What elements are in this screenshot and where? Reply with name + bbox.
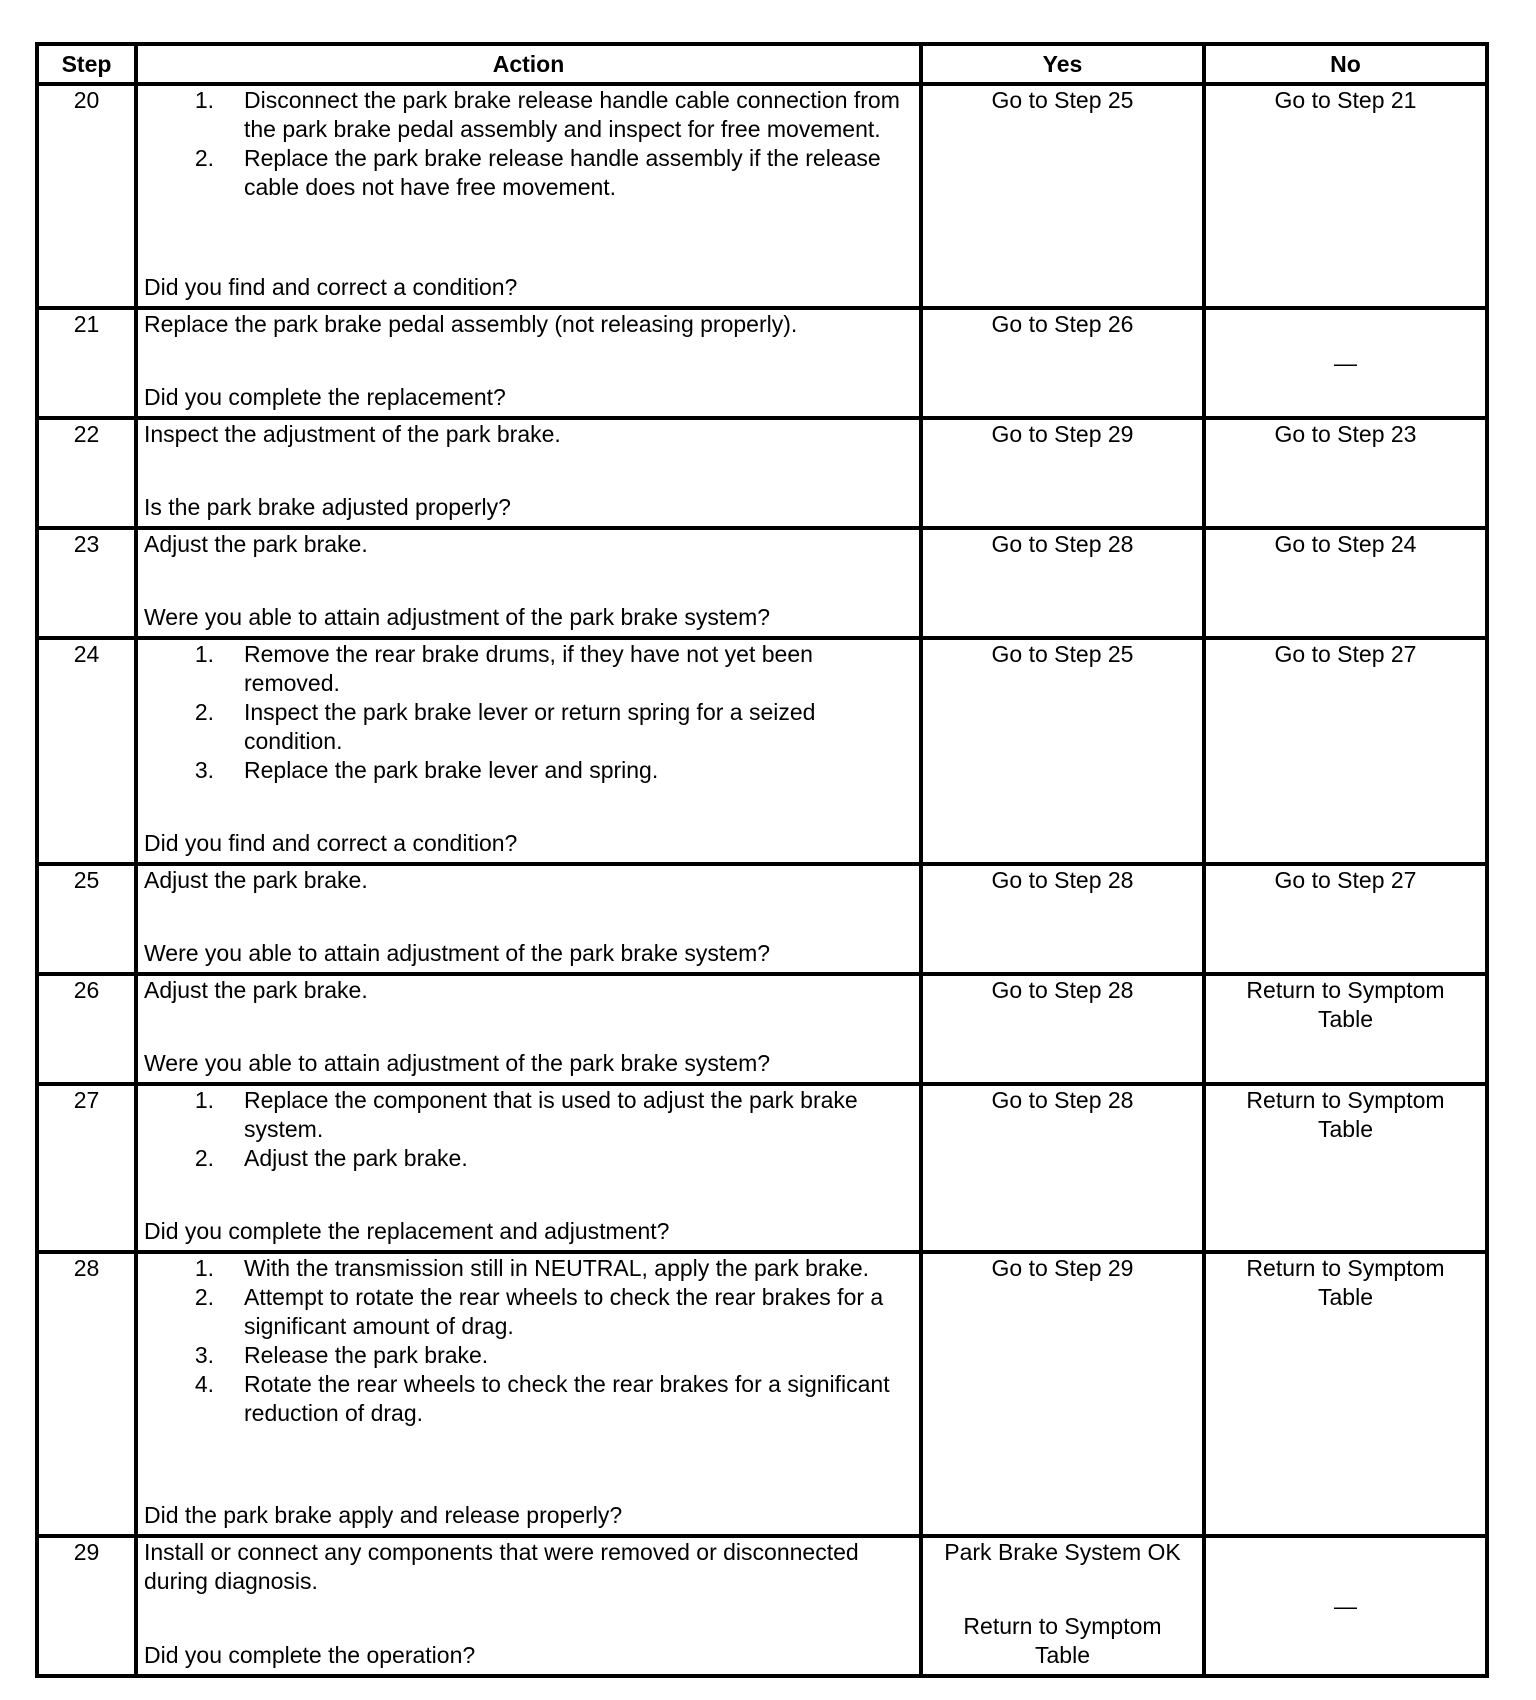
header-row xyxy=(37,44,1487,84)
no-action-text: — xyxy=(1334,349,1357,376)
list-item xyxy=(144,1086,913,1144)
action-cell xyxy=(136,974,921,1084)
step-number: 24 xyxy=(37,638,136,864)
action-question: Were you able to attain adjustment of the park brake system? xyxy=(144,1050,771,1076)
yes-action-text: Go to Step 26 xyxy=(991,311,1134,337)
list-item xyxy=(144,1283,913,1341)
action-text: Inspect the adjustment of the park brake. xyxy=(144,421,561,447)
yes-action-text: Go to Step 25 xyxy=(991,87,1134,113)
no-action-text: Go to Step 21 xyxy=(1274,87,1417,113)
table-row xyxy=(37,864,1487,974)
list-item xyxy=(144,1254,913,1283)
list-item-text: Replace the component that is used to adjust the park brake system. xyxy=(244,1087,858,1142)
action-text: Adjust the park brake. xyxy=(144,531,368,557)
table-row xyxy=(37,84,1487,308)
yes-cell xyxy=(921,864,1204,974)
list-item xyxy=(144,756,913,785)
action-question: Were you able to attain adjustment of the park brake system? xyxy=(144,940,771,966)
list-item-text: Remove the rear brake drums, if they have not yet been removed. xyxy=(244,641,813,696)
yes-action-text: Go to Step 28 xyxy=(991,977,1134,1003)
no-cell xyxy=(1204,638,1487,864)
list-item xyxy=(144,1370,913,1428)
yes-cell xyxy=(921,308,1204,418)
step-number: 26 xyxy=(37,974,136,1084)
action-text: Adjust the park brake. xyxy=(144,977,368,1003)
action-question: Were you able to attain adjustment of the park brake system? xyxy=(144,604,771,630)
no-action-text: Go to Step 27 xyxy=(1274,641,1417,667)
list-item-number: 2. xyxy=(194,1145,214,1171)
action-question: Did you complete the operation? xyxy=(144,1642,476,1668)
no-action-text: Go to Step 24 xyxy=(1274,531,1417,557)
no-action-text: Return to Symptom Table xyxy=(1246,1087,1445,1142)
action-question: Did you find and correct a condition? xyxy=(144,830,518,856)
no-action-text: Return to Symptom Table xyxy=(1246,977,1445,1032)
table-row xyxy=(37,638,1487,864)
step-number: 27 xyxy=(37,1084,136,1252)
yes-cell xyxy=(921,1084,1204,1252)
list-item-text: Disconnect the park brake release handle cable connection from the park brake pedal assembly and inspect for free movement. xyxy=(244,87,900,142)
step-header: Step xyxy=(37,44,136,84)
table-row xyxy=(37,308,1487,418)
yes-action-text: Go to Step 28 xyxy=(991,867,1134,893)
table-row xyxy=(37,1252,1487,1536)
list-item-text: Release the park brake. xyxy=(244,1342,489,1368)
list-item-number: 2. xyxy=(194,699,214,725)
action-text: Install or connect any components that were removed or disconnected during diagnosis. xyxy=(144,1539,859,1594)
list-item xyxy=(144,1341,913,1370)
table-row xyxy=(37,1084,1487,1252)
step-number: 28 xyxy=(37,1252,136,1536)
yes-action-text: Go to Step 29 xyxy=(991,1255,1134,1281)
step-number: 29 xyxy=(37,1536,136,1676)
no-cell xyxy=(1204,84,1487,308)
action-cell xyxy=(136,84,921,308)
list-item-number: 1. xyxy=(194,87,214,113)
list-item-number: 1. xyxy=(194,1087,214,1113)
step-number: 20 xyxy=(37,84,136,308)
step-number: 23 xyxy=(37,528,136,638)
action-header: Action xyxy=(136,44,921,84)
action-question: Did you complete the replacement? xyxy=(144,384,506,410)
yes-action-text: Go to Step 28 xyxy=(991,531,1134,557)
table-row xyxy=(37,1536,1487,1676)
action-cell xyxy=(136,864,921,974)
yes-action-text: Return to Symptom Table xyxy=(963,1613,1162,1668)
action-steps-list xyxy=(144,1086,913,1173)
list-item-text: Replace the park brake lever and spring. xyxy=(244,757,659,783)
action-question: Did you complete the replacement and adjustment? xyxy=(144,1218,670,1244)
list-item-number: 3. xyxy=(194,757,214,783)
yes-result-text: Park Brake System OK xyxy=(944,1539,1181,1565)
action-text: Adjust the park brake. xyxy=(144,867,368,893)
no-cell xyxy=(1204,418,1487,528)
list-item-number: 1. xyxy=(194,641,214,667)
step-number: 25 xyxy=(37,864,136,974)
list-item xyxy=(144,86,913,144)
action-steps-list xyxy=(144,640,913,785)
no-cell xyxy=(1204,308,1487,418)
no-cell xyxy=(1204,864,1487,974)
yes-cell xyxy=(921,1536,1204,1676)
no-action-text: Return to Symptom Table xyxy=(1246,1255,1445,1310)
action-question: Is the park brake adjusted properly? xyxy=(144,494,511,520)
yes-cell xyxy=(921,528,1204,638)
no-cell xyxy=(1204,974,1487,1084)
list-item-number: 2. xyxy=(194,145,214,171)
no-cell xyxy=(1204,1536,1487,1676)
action-steps-list xyxy=(144,86,913,202)
action-question: Did the park brake apply and release properly? xyxy=(144,1502,623,1528)
action-cell xyxy=(136,638,921,864)
list-item xyxy=(144,698,913,756)
list-item-number: 4. xyxy=(194,1371,214,1397)
table-row xyxy=(37,528,1487,638)
yes-action-text: Go to Step 29 xyxy=(991,421,1134,447)
list-item-number: 3. xyxy=(194,1342,214,1368)
yes-action-text: Go to Step 25 xyxy=(991,641,1134,667)
list-item-text: Adjust the park brake. xyxy=(244,1145,468,1171)
list-item-text: Replace the park brake release handle assembly if the release cable does not have free movement. xyxy=(244,145,881,200)
list-item xyxy=(144,144,913,202)
action-cell xyxy=(136,1252,921,1536)
yes-header: Yes xyxy=(921,44,1204,84)
step-number: 22 xyxy=(37,418,136,528)
list-item-text: Inspect the park brake lever or return spring for a seized condition. xyxy=(244,699,816,754)
action-steps-list xyxy=(144,1254,913,1428)
table-row xyxy=(37,974,1487,1084)
list-item xyxy=(144,640,913,698)
diagnostic-table xyxy=(35,42,1489,1678)
no-header: No xyxy=(1204,44,1487,84)
yes-cell xyxy=(921,418,1204,528)
table-row xyxy=(37,418,1487,528)
step-number: 21 xyxy=(37,308,136,418)
action-cell xyxy=(136,418,921,528)
no-action-text: — xyxy=(1334,1592,1357,1619)
no-cell xyxy=(1204,1084,1487,1252)
no-cell xyxy=(1204,528,1487,638)
no-action-text: Go to Step 23 xyxy=(1274,421,1417,447)
yes-cell xyxy=(921,638,1204,864)
yes-cell xyxy=(921,974,1204,1084)
list-item-number: 2. xyxy=(194,1284,214,1310)
yes-action-text: Go to Step 28 xyxy=(991,1087,1134,1113)
action-cell xyxy=(136,1084,921,1252)
list-item-text: Attempt to rotate the rear wheels to check the rear brakes for a significant amount of drag. xyxy=(244,1284,884,1339)
no-cell xyxy=(1204,1252,1487,1536)
yes-cell xyxy=(921,84,1204,308)
list-item-text: Rotate the rear wheels to check the rear brakes for a significant reduction of drag. xyxy=(244,1371,890,1426)
yes-cell xyxy=(921,1252,1204,1536)
action-text: Replace the park brake pedal assembly (not releasing properly). xyxy=(144,311,798,337)
action-cell xyxy=(136,308,921,418)
list-item-number: 1. xyxy=(194,1255,214,1281)
action-cell xyxy=(136,1536,921,1676)
list-item-text: With the transmission still in NEUTRAL, apply the park brake. xyxy=(244,1255,870,1281)
no-action-text: Go to Step 27 xyxy=(1274,867,1417,893)
action-question: Did you find and correct a condition? xyxy=(144,274,518,300)
list-item xyxy=(144,1144,913,1173)
action-cell xyxy=(136,528,921,638)
